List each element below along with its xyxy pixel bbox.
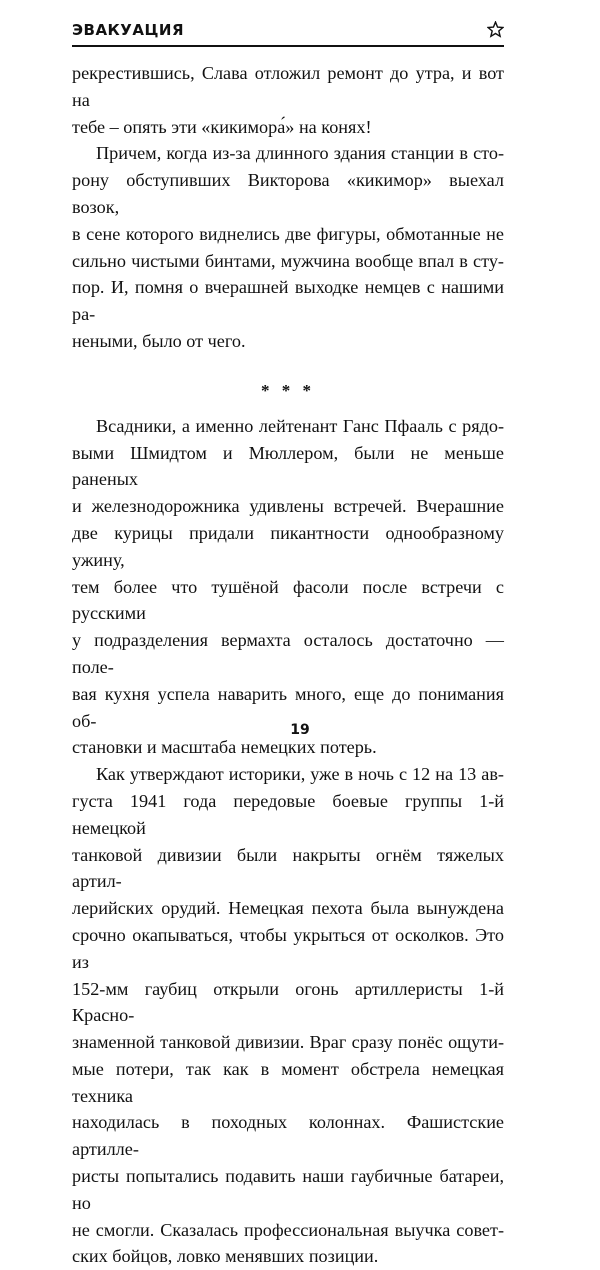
star-outline-icon <box>487 21 504 38</box>
paragraph <box>72 413 504 761</box>
running-header <box>72 20 504 42</box>
text-line: у подразделения вермахта осталось достаточно — поле- <box>72 630 504 677</box>
text-line: знаменной танковой дивизии. Враг сразу понёс ощути- <box>72 1032 504 1053</box>
text-line: вая кухня успела наварить много, еще до понимания об- <box>72 683 504 731</box>
text-line: ристы попытались подавить наши гаубичные батареи, но <box>72 1166 504 1213</box>
text-line: не смогли. Сказалась профессиональная выучка совет- <box>72 1219 504 1240</box>
text-line: выми Шмидтом и Мюллером, были не меньше раненых <box>72 442 504 490</box>
text-line: рекрестившись, Слава отложил ремонт до утра, и вот на <box>72 63 504 110</box>
text-line: две курицы придали пикантности однообразному ужину, <box>72 522 504 570</box>
text-line: срочно окапываться, чтобы укрыться от осколков. Это из <box>72 924 504 972</box>
paragraph <box>72 761 504 1270</box>
section-separator: * * * <box>261 380 315 400</box>
text-line: становки и масштаба немецких потерь. <box>72 737 377 758</box>
text-line: Всадники, а именно лейтенант Ганс Пфааль с рядо- <box>96 415 504 436</box>
text-line: 152-мм гаубиц открыли огонь артиллеристы 1-й Красно- <box>72 978 504 1026</box>
chapter-title: ЭВАКУАЦИЯ <box>72 21 185 39</box>
text-line: тебе – опять эти «кикимора́» на конях! <box>72 116 372 137</box>
text-line: пор. И, помня о вчерашней выходке немцев с нашими ра- <box>72 277 504 325</box>
page-number: 19 <box>290 722 310 738</box>
text-line: Причем, когда из-за длинного здания станции в сто- <box>96 143 504 164</box>
text-line: лерийских орудий. Немецкая пехота была вынуждена <box>72 898 504 919</box>
paragraph-continued <box>72 60 504 140</box>
text-line: неными, было от чего. <box>72 330 246 351</box>
text-line: густа 1941 года передовые боевые группы 1-й немецкой <box>72 790 504 838</box>
text-line: в сене которого виднелись две фигуры, обмотанные не <box>72 223 504 244</box>
paragraph <box>72 140 504 354</box>
section-gap <box>72 355 504 381</box>
text-line: танковой дивизии были накрыты огнём тяжелых артил- <box>72 844 504 892</box>
text-line: находилась в походных колоннах. Фашистские артилле- <box>72 1112 504 1160</box>
body-text <box>72 60 504 1270</box>
text-line: тем более что тушёной фасоли после встречи с русскими <box>72 576 504 624</box>
text-line: ских бойцов, ловко менявших позиции. <box>72 1246 379 1267</box>
text-line: Как утверждают историки, уже в ночь с 12 на 13 ав- <box>96 764 504 785</box>
text-line: рону обступивших Викторова «кикимор» выехал возок, <box>72 170 504 217</box>
text-line: мые потери, так как в момент обстрела немецкая техника <box>72 1058 504 1106</box>
header-rule <box>72 45 504 47</box>
text-line: сильно чистыми бинтами, мужчина вообще впал в сту- <box>72 250 504 271</box>
text-line: и железнодорожника удивлены встречей. Вчерашние <box>72 496 504 517</box>
